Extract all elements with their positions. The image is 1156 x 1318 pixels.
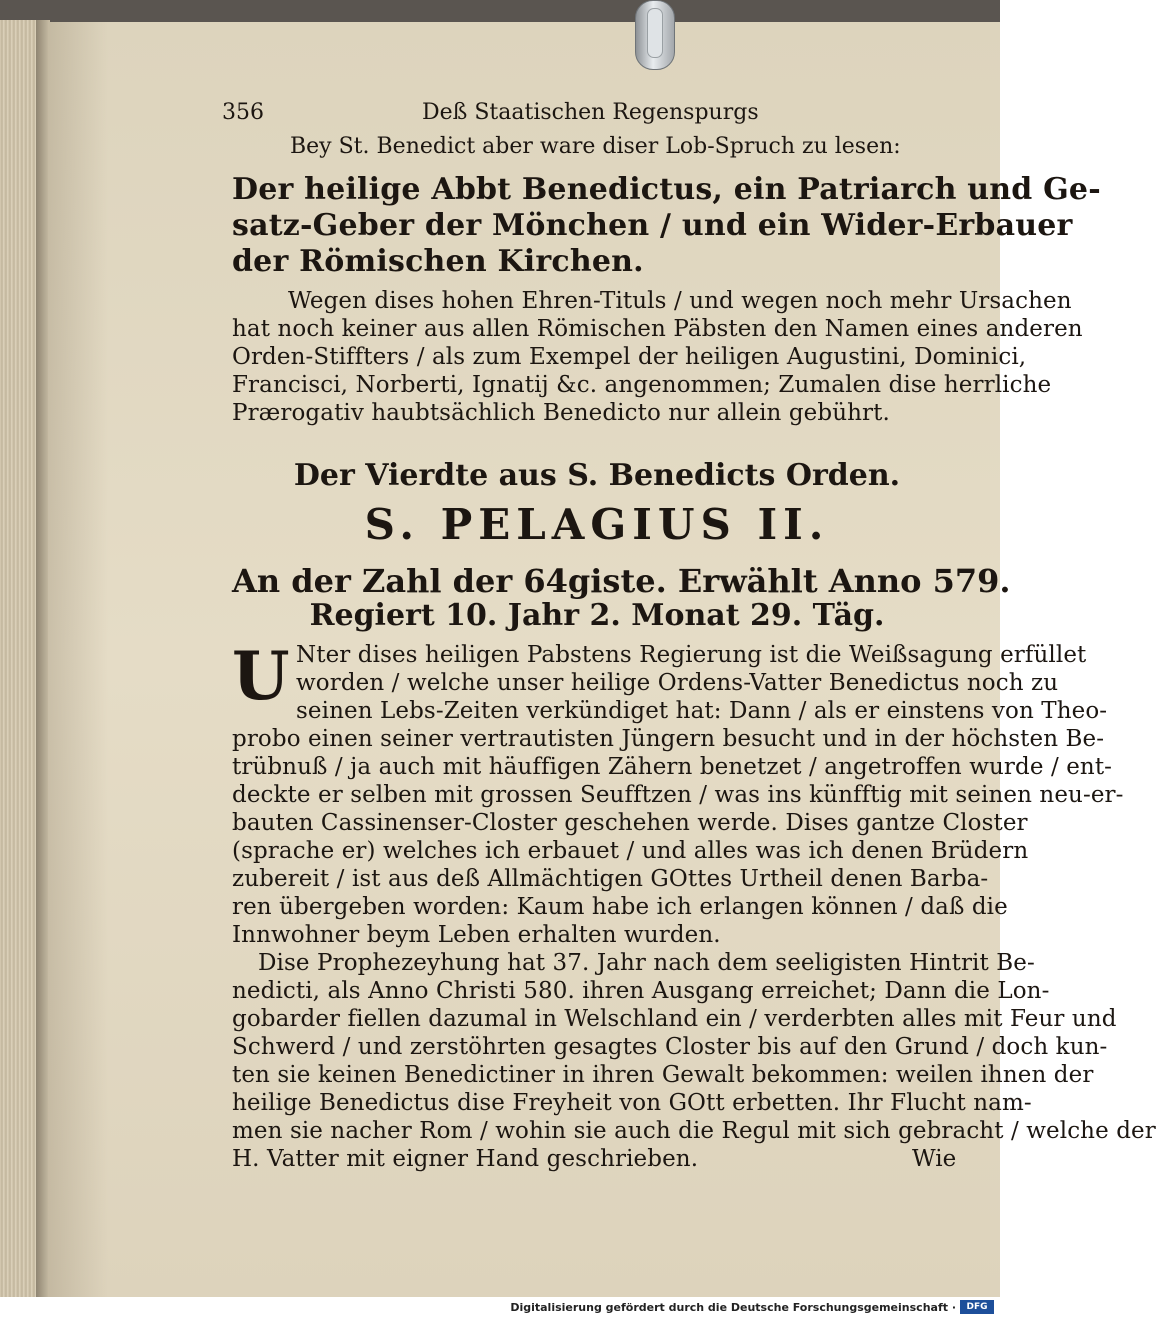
- election-heading: An der Zahl der 64giste. Erwählt Anno 579.: [232, 562, 1011, 600]
- para1-line: Francisci, Norberti, Ignatij &c. angenommen; Zumalen dise herrliche: [232, 372, 1052, 398]
- para2-line: trübnuß / ja auch mit häuffigen Zähern benetzet / angetroffen wurde / ent-: [232, 754, 1113, 780]
- para3-line: gobarder fiellen dazumal in Welschland ein / verderbten alles mit Feur und: [232, 1006, 1117, 1032]
- para2-line: (sprache er) welches ich erbauet / und alles was ich denen Brüdern: [232, 838, 1029, 864]
- pope-name: S. PELAGIUS II.: [364, 500, 830, 549]
- para1-line: hat noch keiner aus allen Römischen Päbsten den Namen eines anderen: [232, 316, 1083, 342]
- para3-line: nedicti, als Anno Christi 580. ihren Ausgang erreichet; Dann die Lon-: [232, 978, 1050, 1004]
- para3-line: H. Vatter mit eigner Hand geschrieben.: [232, 1146, 699, 1172]
- para3-line: Dise Prophezeyhung hat 37. Jahr nach dem seeligisten Hintrit Be-: [258, 950, 1035, 976]
- para2-line: bauten Cassinenser-Closter geschehen werde. Dises gantze Closter: [232, 810, 1028, 836]
- para1-line: Wegen dises hohen Ehren-Tituls / und wegen noch mehr Ursachen: [288, 288, 1072, 314]
- para2-line: worden / welche unser heilige Ordens-Vatter Benedictus noch zu: [296, 670, 1059, 696]
- page-number: 356: [222, 100, 264, 125]
- dfg-logo: DFG: [960, 1300, 994, 1314]
- book-edge: [0, 20, 40, 1297]
- funding-credit: Digitalisierung gefördert durch die Deutsche Forschungsgemeinschaft ·: [510, 1301, 956, 1314]
- para2-line: deckte er selben mit grossen Seufftzen / was ins künfftig mit seinen neu-er-: [232, 782, 1124, 808]
- intro-line: Bey St. Benedict aber ware diser Lob-Spruch zu lesen:: [290, 134, 901, 159]
- quote-line: der Römischen Kirchen.: [232, 244, 644, 279]
- para2-line: probo einen seiner vertrautisten Jüngern besucht und in der höchsten Be-: [232, 726, 1105, 752]
- para1-line: Prærogativ haubtsächlich Benedicto nur allein gebührt.: [232, 400, 890, 426]
- para1-line: Orden-Stiffters / als zum Exempel der heiligen Augustini, Dominici,: [232, 344, 1027, 370]
- para2-line: ren übergeben worden: Kaum habe ich erlangen können / daß die: [232, 894, 1008, 920]
- para2-line: Innwohner beym Leben erhalten wurden.: [232, 922, 721, 948]
- para3-line: Schwerd / und zerstöhrten gesagtes Closter bis auf den Grund / doch kun-: [232, 1034, 1108, 1060]
- catchword: Wie: [912, 1146, 957, 1172]
- para2-line: seinen Lebs-Zeiten verkündiget hat: Dann / als er einstens von Theo-: [296, 698, 1108, 724]
- para3-line: heilige Benedictus dise Freyheit von GOtt erbetten. Ihr Flucht nam-: [232, 1090, 1032, 1116]
- section-heading: Der Vierdte aus S. Benedicts Orden.: [293, 458, 901, 493]
- quote-line: satz-Geber der Mönchen / und ein Wider-Erbauer: [232, 208, 1073, 243]
- para3-line: men sie nacher Rom / wohin sie auch die Regul mit sich gebracht / welche der: [232, 1118, 1156, 1144]
- para3-line: ten sie keinen Benedictiner in ihren Gewalt bekommen: weilen ihnen der: [232, 1062, 1094, 1088]
- reign-heading: Regiert 10. Jahr 2. Monat 29. Täg.: [309, 598, 885, 633]
- drop-capital: U: [232, 637, 290, 715]
- footer-bar: [0, 1297, 1000, 1318]
- para2-line: zubereit / ist aus deß Allmächtigen GOttes Urtheil denen Barba-: [232, 866, 989, 892]
- para2-line: Nter dises heiligen Pabstens Regierung ist die Weißsagung erfüllet: [296, 642, 1087, 668]
- running-title: Deß Staatischen Regenspurgs: [422, 100, 759, 125]
- running-header: [222, 100, 962, 132]
- quote-line: Der heilige Abbt Benedictus, ein Patriarch und Ge-: [232, 172, 1101, 207]
- page-clip-inner: [647, 8, 663, 58]
- page-fold-shadow: [48, 22, 108, 1297]
